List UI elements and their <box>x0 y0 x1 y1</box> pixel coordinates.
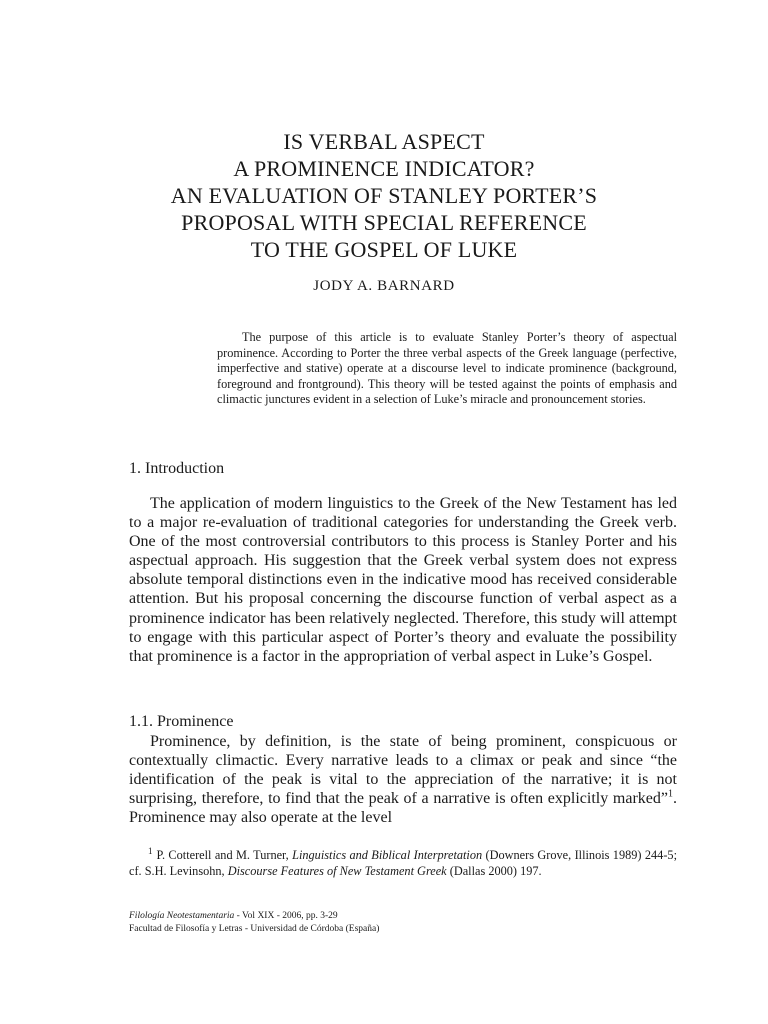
article-title <box>0 128 768 263</box>
introduction-paragraph: The application of modern linguistics to the Greek of the New Testament has led to a major re-evaluation of traditional categories for understanding the Greek verb. One of the most controversial contributors to this process is Stanley Porter and his aspectual approach. His suggestion that the Greek verbal system does not express absolute temporal distinctions even in the indicative mood has received considerable attention. But his proposal concerning the discourse function of verbal aspect as a prominence indicator has been relatively neglected. Therefore, this study will attempt to engage with this particular aspect of Porter’s theory and evaluate the possibility that prominence is a factor in the appropriation of verbal aspect in Luke’s Gospel. <box>129 495 677 665</box>
footnote-text-part1: P. Cotterell and M. Turner, <box>156 848 293 862</box>
abstract: The purpose of this article is to evaluate Stanley Porter’s theory of aspectual prominence. According to Porter the three verbal aspects of the Greek language (perfective, imperfective and stative) operate at a discourse level to indicate prominence (background, foreground and frontground). This theory will be tested against the points of emphasis and climactic junctures evident in a selection of Luke’s miracle and pronouncement stories. <box>217 330 677 406</box>
footnote-book-title-2: Discourse Features of New Testament Greek <box>227 863 447 878</box>
journal-citation <box>129 910 677 923</box>
footnote-reference[interactable]: 1 <box>668 788 673 800</box>
section-heading-prominence: 1.1. Prominence <box>129 713 234 730</box>
author-name: JODY A. BARNARD <box>313 278 455 294</box>
title-line-3: AN EVALUATION OF STANLEY PORTER’S <box>170 183 598 208</box>
prominence-paragraph <box>129 732 677 827</box>
title-line-1: IS VERBAL ASPECT <box>283 129 485 154</box>
title-line-4: PROPOSAL WITH SPECIAL REFERENCE <box>181 210 587 235</box>
footnote <box>129 845 677 879</box>
journal-name: Filología Neotestamentaria <box>129 911 235 921</box>
prominence-text-part2: . Prominence may also operate at the level <box>129 790 677 827</box>
prominence-text-part1: Prominence, by definition, is the state of being prominent, conspicuous or contextually climactic. Every narrative leads to a climax or peak and since “the identification of the peak is vital to the appreciation of the narrative; it is not surprising, therefore, to find that the peak of a narrative is often explicitly marked” <box>129 733 677 808</box>
footnote-number: 1 <box>148 845 153 856</box>
journal-footer <box>129 910 677 935</box>
journal-details: - Vol XIX - 2006, pp. 3-29 <box>234 911 338 921</box>
section-heading-introduction: 1. Introduction <box>129 460 225 477</box>
title-line-2: A PROMINENCE INDICATOR? <box>233 156 535 181</box>
journal-affiliation: Facultad de Filosofía y Letras - Universidad de Córdoba (España) <box>129 923 380 934</box>
footnote-text-part2: (Downers Grove, Illinois 1989) 244-5; cf. S.H. Levinsohn, <box>129 848 677 878</box>
footnote-book-title-1: Linguistics and Biblical Interpretation <box>292 848 483 862</box>
title-line-5: TO THE GOSPEL OF LUKE <box>250 237 518 262</box>
footnote-text-part3: (Dallas 2000) 197. <box>446 863 542 878</box>
